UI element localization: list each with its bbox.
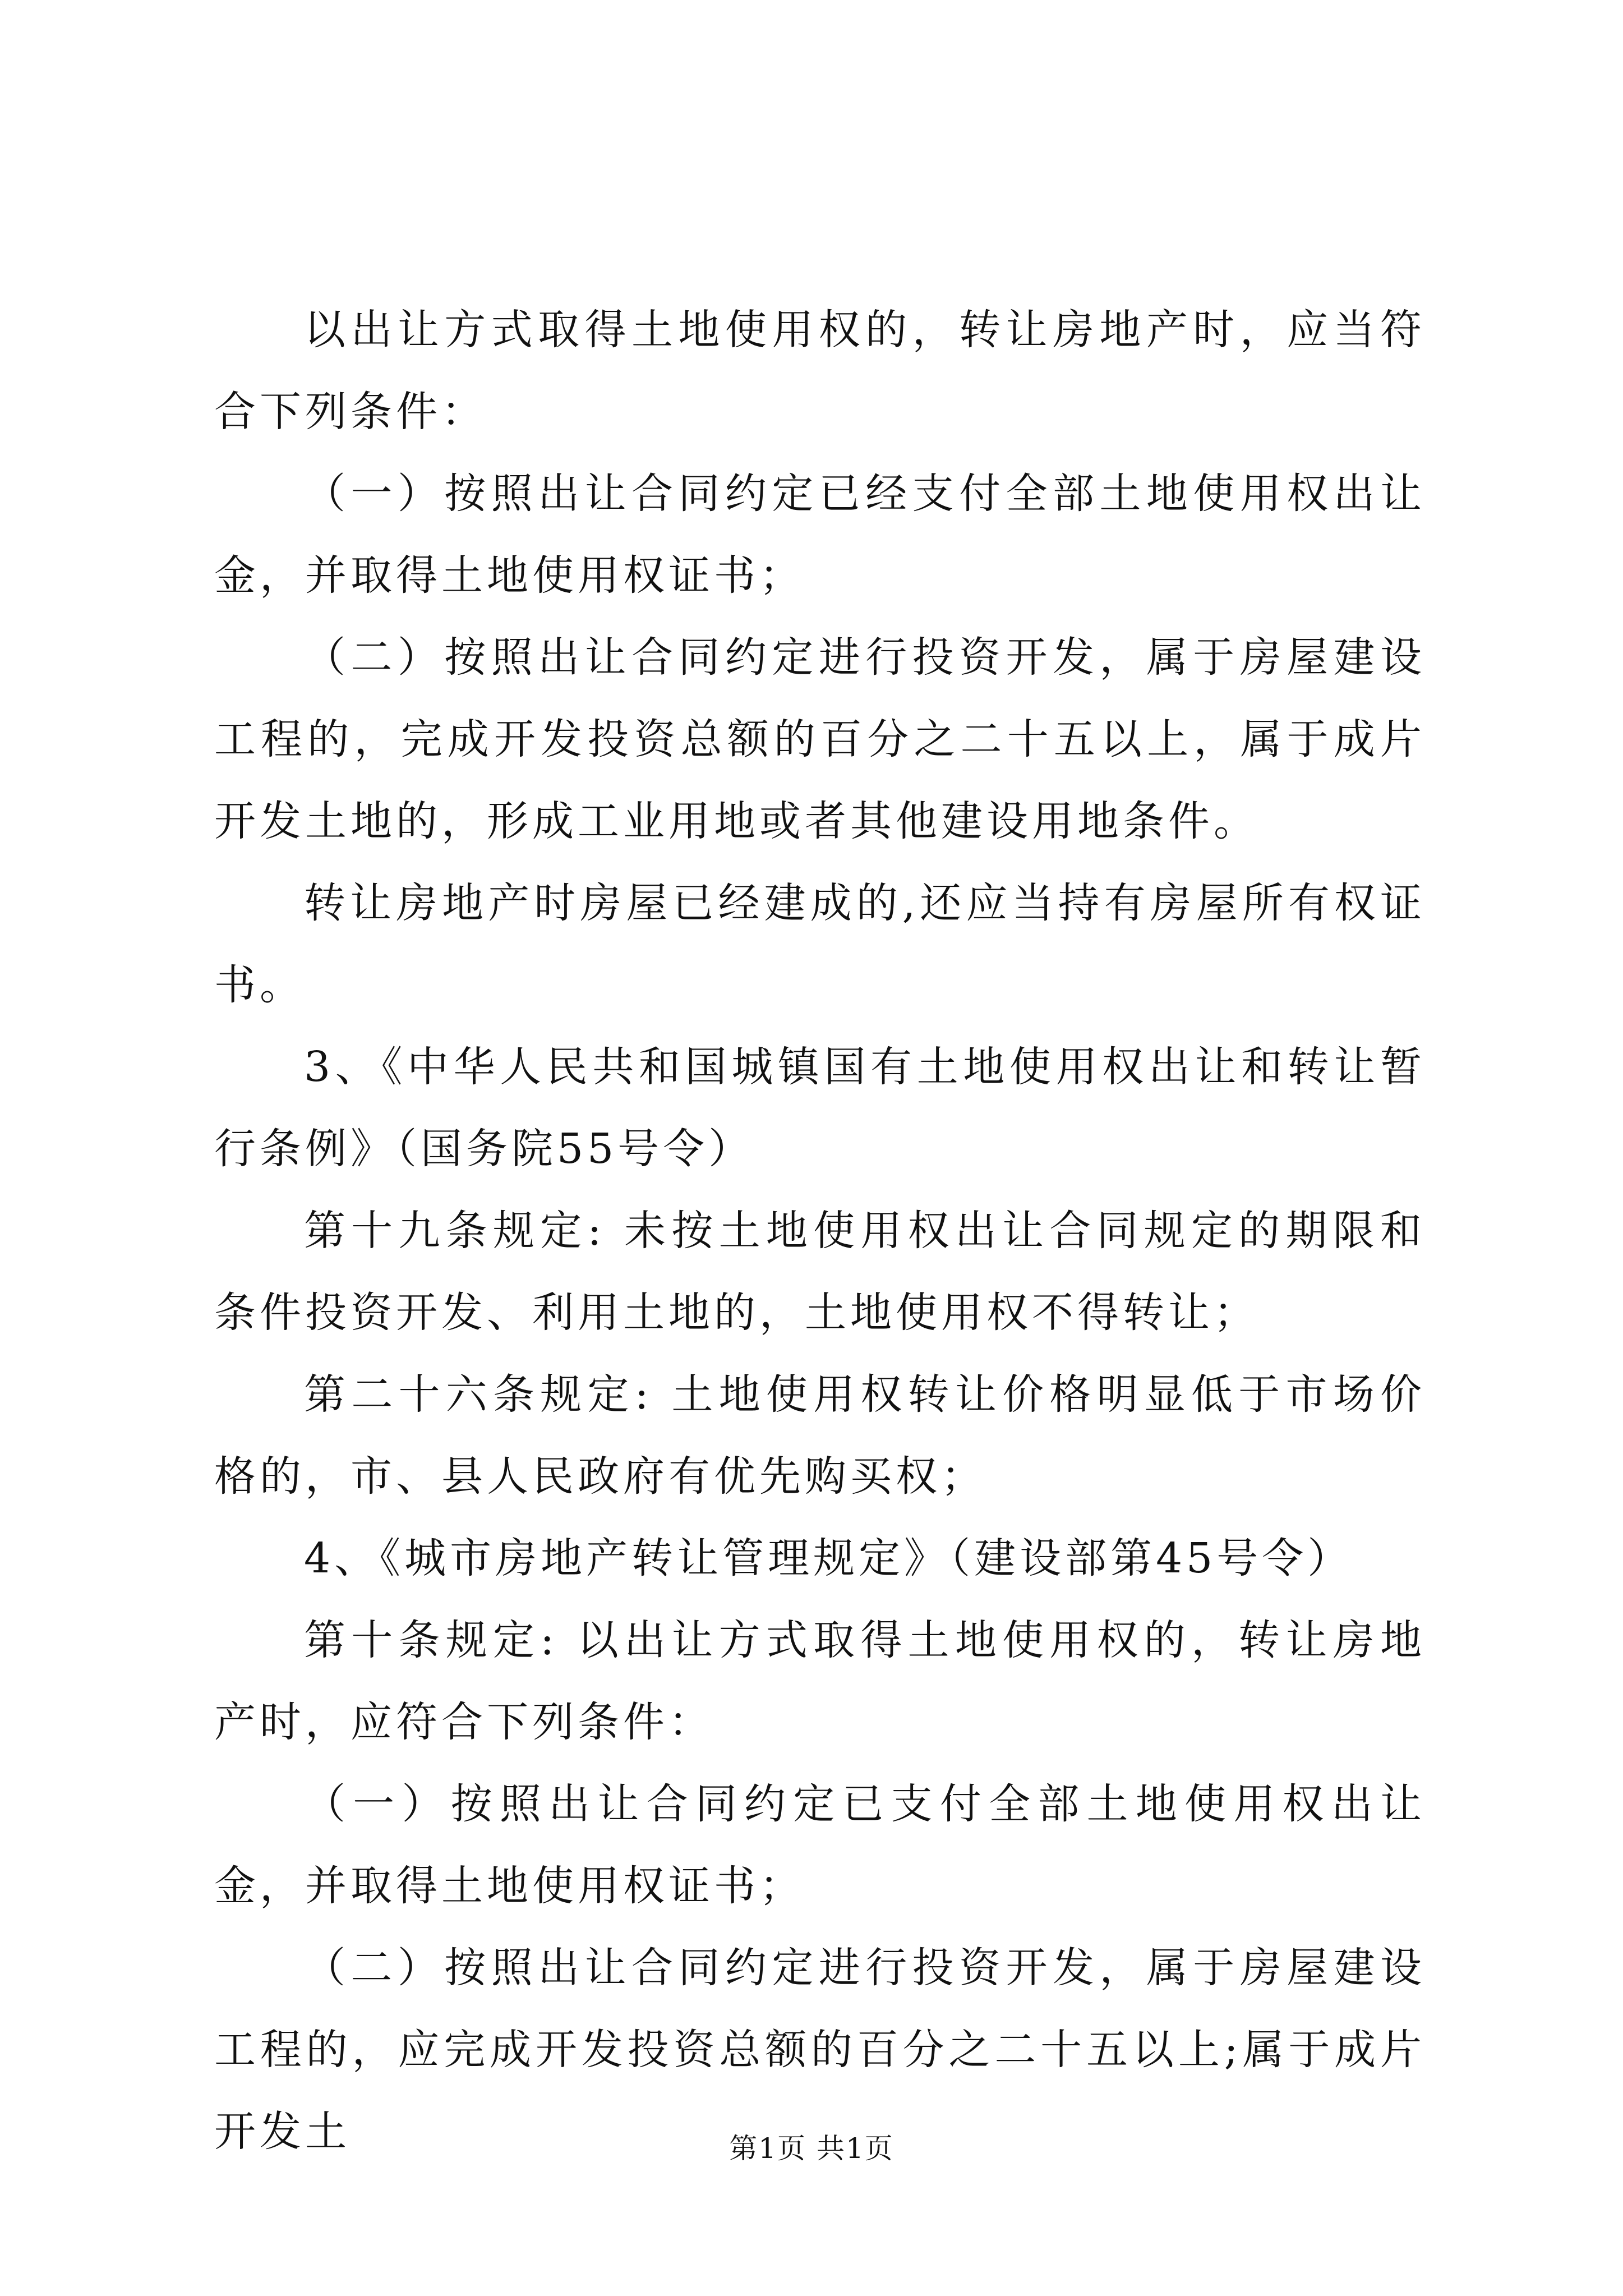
paragraph-article-19: 第十九条规定: 未按土地使用权出让合同规定的期限和条件投资开发、利用土地的，土地使用权不得转让； — [214, 1207, 1426, 1337]
paragraph-regulation-4-title: 4、《城市房地产转让管理规定》（建设部第45号令） — [304, 1534, 1353, 1582]
document-body — [214, 289, 1426, 2173]
paragraph-condition-2: （二）按照出让合同约定进行投资开发，属于房屋建设工程的，完成开发投资总额的百分之二十五以上，属于成片开发土地的，形成工业用地或者其他建设用地条件。 — [214, 633, 1426, 845]
paragraph-article-10: 第十条规定: 以出让方式取得土地使用权的，转让房地产时，应符合下列条件： — [214, 1616, 1426, 1746]
paragraph-condition-1: （一）按照出让合同约定已经支付全部土地使用权出让金，并取得土地使用权证书； — [214, 470, 1426, 600]
paragraph-article-10-condition-1: （一）按照出让合同约定已支付全部土地使用权出让金，并取得土地使用权证书； — [214, 1780, 1426, 1910]
paragraph-transfer-conditions: 以出让方式取得土地使用权的，转让房地产时，应当符合下列条件： — [214, 306, 1426, 436]
paragraph-ownership-certificate: 转让房地产时房屋已经建成的,还应当持有房屋所有权证书。 — [214, 879, 1426, 1009]
page-footer: 第1页 共1页 — [729, 2132, 894, 2165]
paragraph-regulation-3-title: 3、《中华人民共和国城镇国有土地使用权出让和转让暂行条例》（国务院55号令） — [214, 1043, 1426, 1173]
paragraph-article-26: 第二十六条规定: 土地使用权转让价格明显低于市场价格的，市、县人民政府有优先购买权； — [214, 1370, 1426, 1501]
paragraph-article-10-condition-2: （二）按照出让合同约定进行投资开发，属于房屋建设工程的，应完成开发投资总额的百分之二十五以上;属于成片开发土 — [214, 1944, 1426, 2156]
